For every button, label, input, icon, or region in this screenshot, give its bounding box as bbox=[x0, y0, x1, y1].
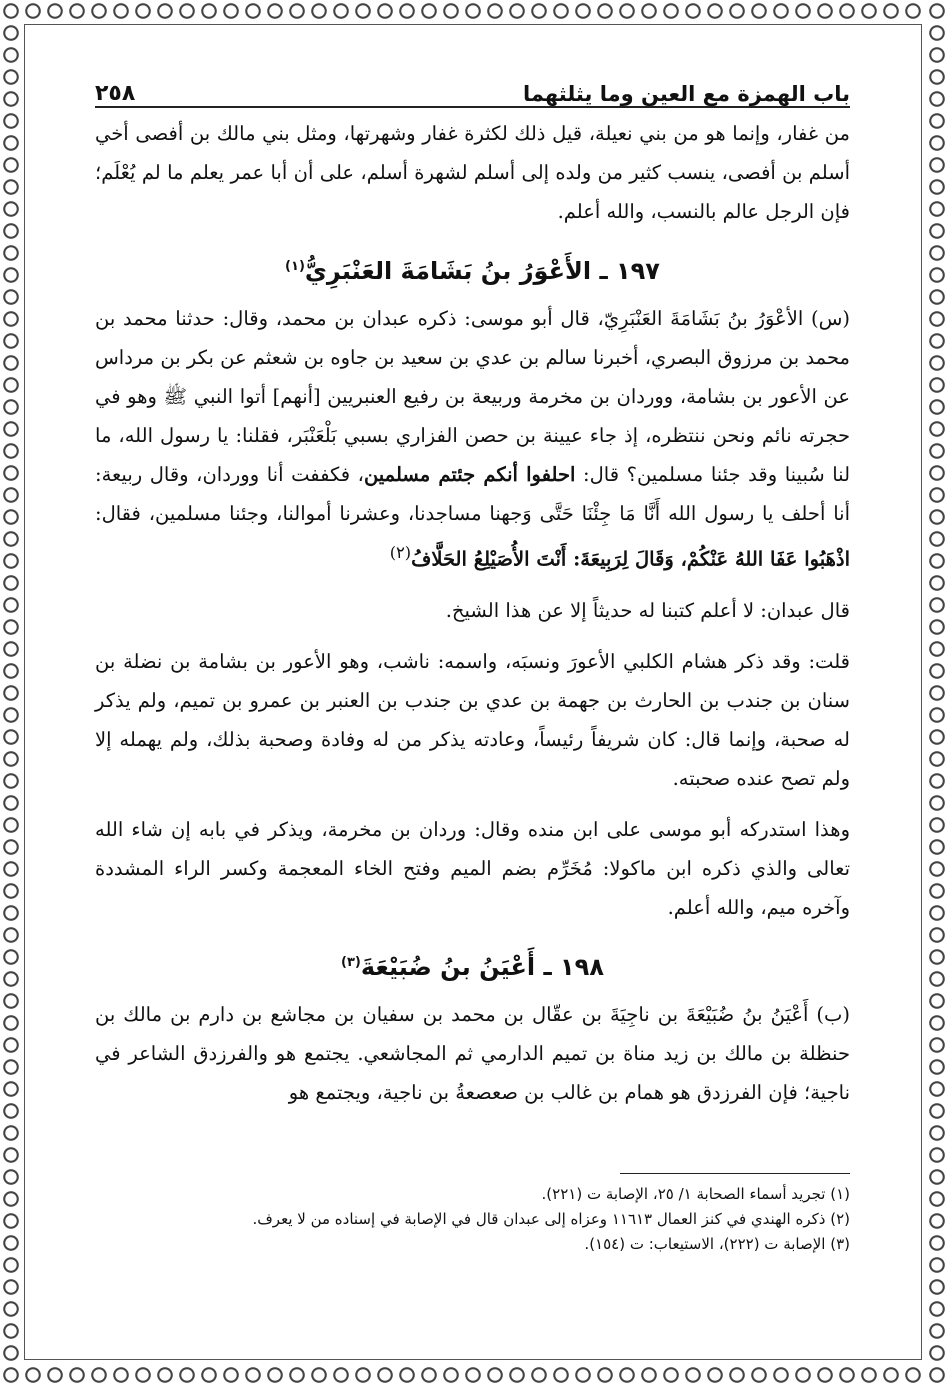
hadith-quote-1: احلفوا أنكم جئتم مسلمين bbox=[363, 463, 576, 486]
hadith-quote-2: اذْهَبُوا عَفَا اللهُ عَنْكُمْ، وَقَالَ لِرَبِيعَةَ: أَنْتَ الأُصَيْلِعُ الحَلَّافُ bbox=[411, 547, 850, 571]
footnote-separator bbox=[620, 1173, 850, 1174]
entry-198-title: ١٩٨ ـ أَعْيَنُ بنُ ضُبَيْعَةَ bbox=[360, 952, 604, 981]
footnote-ref-2: (٢) bbox=[389, 543, 412, 562]
entry-198-heading bbox=[95, 941, 850, 989]
ornamental-border-top bbox=[0, 0, 949, 22]
entry-197-paragraph-4: وهذا استدركه أبو موسى على ابن منده وقال: وردان بن مخرمة، ويذكر في بابه إن شاء الله تعالى والذي ذكره ابن ماكولا: مُخَرِّم بضم الميم وفتح الخاء المعجمة وكسر الراء المشددة وآخره ميم، والله أعلم. bbox=[95, 817, 850, 919]
footnote-2: (٢) ذكره الهندي في كنز العمال ١١٦١٣ وعزاه إلى عبدان قال في الإصابة في إسناده من لا يعرف. bbox=[252, 1210, 850, 1228]
running-header bbox=[95, 66, 850, 108]
entry-197-heading bbox=[95, 245, 850, 293]
entry-197-paragraph-2: قال عبدان: لا أعلم كتبنا له حديثاً إلا عن هذا الشيخ. bbox=[445, 598, 850, 622]
footnote-1: (١) تجريد أسماء الصحابة ١/ ٢٥، الإصابة ت (٢٢١). bbox=[541, 1185, 850, 1203]
intro-paragraph: من غفار، وإنما هو من بني نعيلة، قيل ذلك لكثرة غفار وشهرتها، ومثل بني مالك بن أفصى أخي أسلم بن أفصى، ينسب كثير من ولده إلى أسلم لشهرة أسلم، على أن أبا عمر يعلم ما لم يُعْلَم؛ فإن الرجل عالم بالنسب، والله أعلم. bbox=[95, 122, 850, 223]
footnotes bbox=[95, 1173, 850, 1257]
ornamental-border-left bbox=[0, 0, 22, 1388]
page-number: ٢٥٨ bbox=[95, 81, 136, 106]
entry-197-text-middle: ، فكففت أنا ووردان، وقال ربيعة: أنا أحلف يا رسول الله أَنَّا مَا جِئْنَا حَتَّى وَجهنا مساجدنا، وعشرنا أموالنا، وجئنا مسلمين، فقال: bbox=[95, 463, 850, 525]
entry-197-paragraph-3: قلت: وقد ذكر هشام الكلبي الأعورَ ونسبَه، واسمه: ناشب، وهو الأعور بن بشامة بن نضلة بن سنان بن جندب بن الحارث بن جهمة بن عدي بن جندب بن العنبر بن عمرو بن تميم، ولم يذكر له صحبة، وإنما قال: كان شريفاً رئيساً، وعادته يذكر من له وفادة وصحبة بذلك، ولم يهمله إلا ولم تصح عنده صحبته. bbox=[95, 649, 850, 790]
footnote-ref-1: (١) bbox=[285, 259, 305, 274]
chapter-title: باب الهمزة مع العين وما يثلثهما bbox=[522, 82, 850, 106]
ornamental-border-bottom bbox=[0, 1364, 949, 1386]
entry-197-paragraph-1 bbox=[95, 299, 850, 579]
page-content bbox=[95, 66, 850, 1112]
ornamental-border-right bbox=[926, 0, 948, 1388]
entry-198-paragraph-1: (ب) أَعْيَنُ بنُ ضُبَيْعَةَ بن ناجِيَةَ بن عقّال بن محمد بن سفيان بن مجاشع بن دارم بن مالك بن حنظلة بن مالك بن زيد مناة بن تميم الدارمي ثم المجاشعي. يجتمع هو والفرزدق الشاعر في ناجية؛ فإن الفرزدق هو همام بن غالب بن صعصعةُ بن ناجية، ويجتمع هو bbox=[95, 1002, 850, 1104]
entry-197-title: ١٩٧ ـ الأَعْوَرُ بنُ بَشَامَةَ العَنْبَرِيُّ bbox=[304, 257, 660, 285]
entry-197-text-start: (س) الأعْوَرُ بنُ بَشَامَةَ العَنْبَرِيّ، قال أبو موسى: ذكره عبدان بن محمد، وقال: حدثنا محمد بن محمد بن مرزوق البصري، أخبرنا سالم بن عدي بن سعيد بن جاوه بن شعثم عن بكر بن مرداس عن الأعور بن بشامة، ووردان بن مخرمة وربيعة بن رفيع العنبريين [أنهم] أتوا النبي ﷺ وهو في حجرته نائم ونحن ننتظره، إذ جاء عيينة بن حصن الفزاري بسبي بَلْعَنْبَر، فقلنا: يا رسول الله، ما لنا سُبينا وقد جئنا مسلمين؟ قال: bbox=[95, 307, 851, 486]
footnote-3: (٣) الإصابة ت (٢٢٢)، الاستيعاب: ت (١٥٤). bbox=[584, 1235, 850, 1253]
footnote-ref-3: (٣) bbox=[341, 954, 361, 970]
